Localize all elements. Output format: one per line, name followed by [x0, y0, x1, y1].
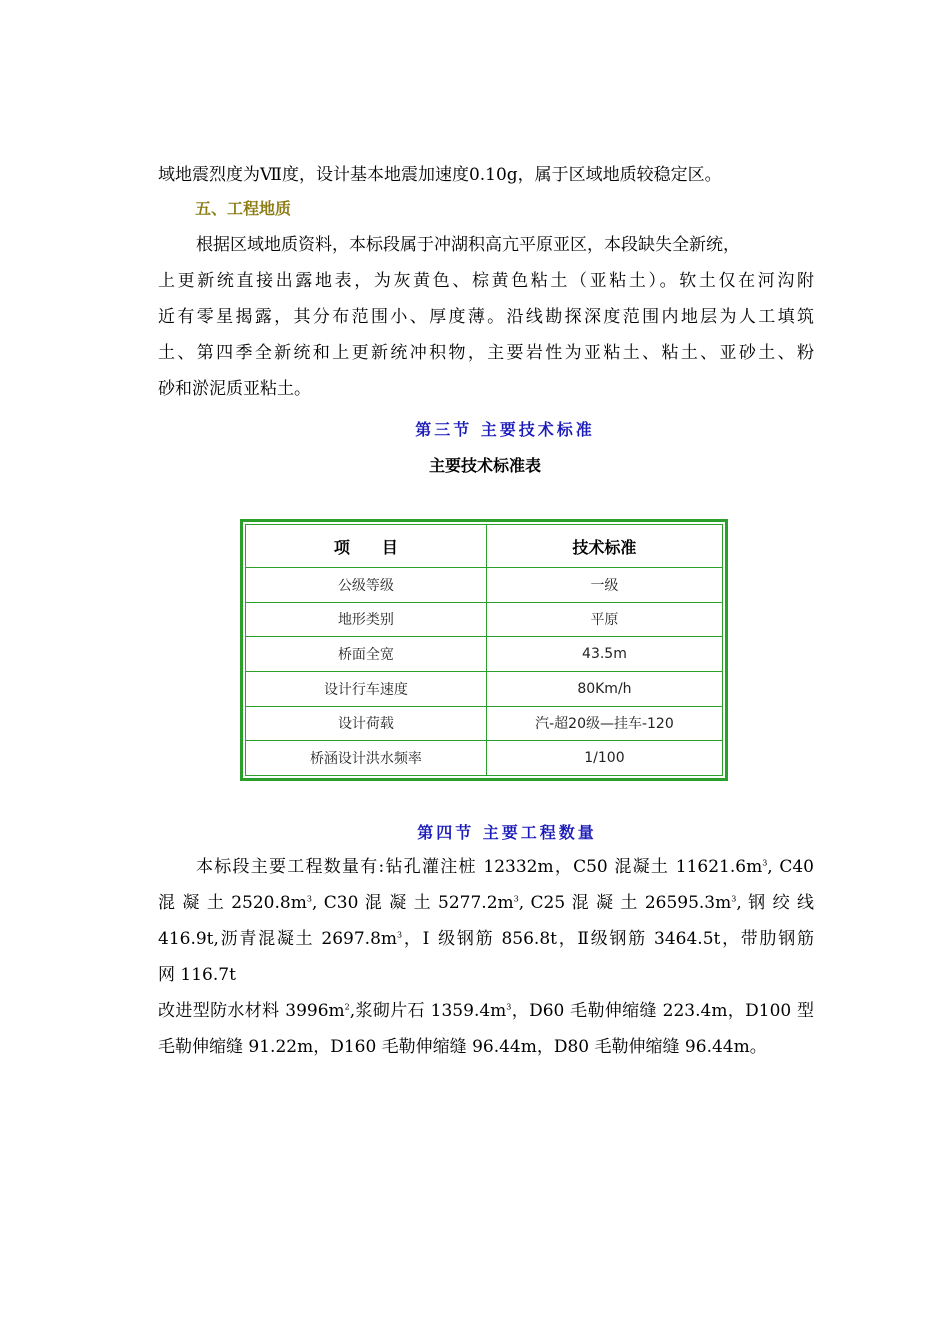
text-run: , C30 混 凝 土 5277.2m: [311, 893, 514, 913]
text-run: ，D60 毛勒伸缩缝 223.4m，D100 型: [511, 1001, 814, 1021]
text-line: 根据区域地质资料，本标段属于冲湖积高亢平原亚区，本段缺失全新统，: [196, 235, 740, 255]
table-cell: 桥涵设计洪水频率: [246, 741, 487, 776]
header-item: 项 目: [246, 525, 487, 568]
table-row: [246, 741, 723, 776]
seismic-paragraph: [158, 157, 814, 193]
text-run: ，Ⅰ 级钢筋 856.8t，Ⅱ级钢筋 3464.5t，带肋钢筋: [402, 929, 814, 949]
table-header-row: [246, 525, 723, 568]
text-line: [158, 849, 814, 885]
text-line: 毛勒伸缩缝 91.22m，D160 毛勒伸缩缝 96.44m，D80 毛勒伸缩缝 96.44m。: [158, 1037, 767, 1057]
table-row: [246, 602, 723, 637]
table-cell: 43.5m: [486, 637, 722, 672]
superscript: 3: [762, 858, 768, 868]
text-run: ,浆砌片石 1359.4m: [349, 1001, 507, 1021]
text-line: 近有零星揭露，其分布范围小、厚度薄。沿线勘探深度范围内地层为人工填筑: [158, 307, 814, 327]
header-standard: 技术标准: [486, 525, 722, 568]
text-run: 混 凝 土 2520.8m: [158, 893, 307, 913]
superscript: 3: [397, 930, 403, 940]
text-line: 砂和淤泥质亚粘土。: [158, 379, 311, 399]
text-run: , C25 混 凝 土 26595.3m: [518, 893, 732, 913]
table-row: [246, 568, 723, 603]
table-cell: 设计荷载: [246, 706, 487, 741]
text-line: 上更新统直接出露地表，为灰黄色、棕黄色粘土（亚粘土）。软土仅在河沟附: [158, 271, 814, 291]
superscript: 2: [344, 1002, 350, 1012]
table-caption: 主要技术标准表: [428, 456, 541, 475]
text-line: [158, 921, 814, 957]
superscript: 3: [306, 894, 312, 904]
text-line: 土、第四季全新统和上更新统冲积物，主要岩性为亚粘土、粘土、亚砂土、粉: [158, 343, 814, 363]
table-cell: 桥面全宽: [246, 637, 487, 672]
superscript: 3: [731, 894, 737, 904]
table-cell: 平原: [486, 602, 722, 637]
standards-table: [245, 524, 723, 776]
geology-heading: 五、工程地质: [195, 199, 292, 218]
table-cell: 汽-超20级—挂车-120: [486, 706, 722, 741]
text-run: 本标段主要工程数量有:钻孔灌注桩 12332m，C50 混凝土 11621.6m: [196, 857, 763, 877]
superscript: 3: [506, 1002, 512, 1012]
standards-table-frame: [240, 519, 728, 781]
table-cell: 80Km/h: [486, 671, 722, 706]
text-line: [158, 885, 814, 921]
table-cell: 地形类别: [246, 602, 487, 637]
text-line: [158, 993, 814, 1029]
superscript: 3: [513, 894, 519, 904]
table-row: [246, 706, 723, 741]
text-line: 网 116.7t: [158, 965, 236, 985]
text-run: , 钢 绞 线: [736, 893, 814, 913]
table-cell: 一级: [486, 568, 722, 603]
table-row: [246, 637, 723, 672]
table-cell: 1/100: [486, 741, 722, 776]
text-run: , C40: [767, 857, 814, 877]
text-run: 416.9t,沥青混凝土 2697.8m: [158, 929, 398, 949]
quantities-paragraph: [158, 849, 814, 1065]
section-3-title: 第三节 主要技术标准: [415, 420, 595, 439]
table-cell: 公级等级: [246, 568, 487, 603]
geology-paragraph: [158, 227, 814, 407]
table-cell: 设计行车速度: [246, 671, 487, 706]
text-line: 域地震烈度为Ⅶ度，设计基本地震加速度0.10g，属于区域地质较稳定区。: [158, 165, 722, 185]
section-4-title: 第四节 主要工程数量: [417, 823, 597, 842]
table-row: [246, 671, 723, 706]
text-run: 改进型防水材料 3996m: [158, 1001, 345, 1021]
